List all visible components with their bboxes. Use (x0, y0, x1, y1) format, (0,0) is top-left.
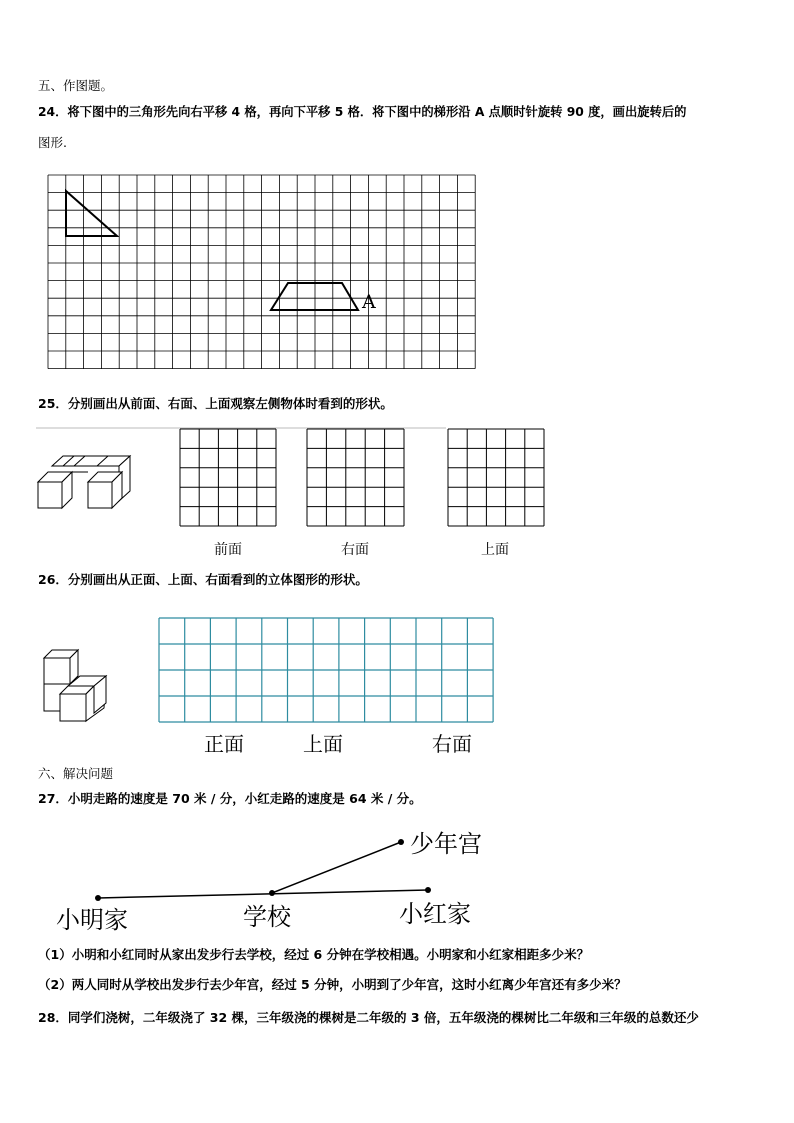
point-youth-palace (398, 839, 404, 845)
place-label-xiaoming-home: 小明家 (56, 906, 128, 934)
q26-object-drawing (44, 650, 106, 721)
q26-grid (159, 618, 493, 722)
q26-label-top: 上面 (303, 732, 343, 756)
q25-object-drawing (38, 456, 130, 508)
q25-grids (180, 429, 544, 526)
point-xiaohong-home (425, 887, 431, 893)
q25-label-front: 前面 (214, 542, 242, 558)
point-school (269, 890, 275, 896)
q25-label-top: 上面 (481, 542, 509, 558)
section-5-title: 五、作图题。 (38, 78, 114, 93)
q28-text: 28．同学们浇树，二年级浇了 32 棵，三年级浇的棵树是二年级的 3 倍，五年级浇的棵树比二年级和三年级的总数还少 (38, 1010, 699, 1025)
q24-text-line1: 24．将下图中的三角形先向右平移 4 格，再向下平移 5 格．将下图中的梯形沿 A 点顺时针旋转 90 度，画出旋转后的 (38, 105, 687, 119)
place-label-youth-palace: 少年宫 (410, 830, 482, 858)
point-a-label: A (362, 291, 376, 313)
q24-text-line2: 图形. (38, 135, 67, 150)
q27-text: 27．小明走路的速度是 70 米 / 分，小红走路的速度是 64 米 / 分。 (38, 791, 422, 806)
q26-label-front: 正面 (204, 732, 244, 756)
section-6-title: 六、解决问题 (38, 766, 114, 781)
q25-label-right: 右面 (341, 542, 369, 558)
q24-triangle (66, 191, 117, 236)
q24-trapezoid (271, 283, 358, 310)
q26-text: 26．分别画出从正面、上面、右面看到的立体图形的形状。 (38, 572, 368, 587)
q26-label-right: 右面 (432, 732, 472, 756)
q27-sub2: （2）两人同时从学校出发步行去少年宫，经过 5 分钟，小明到了少年宫，这时小红离少年宫还有多少米？ (38, 977, 627, 992)
q25-text: 25．分别画出从前面、右面、上面观察左侧物体时看到的形状。 (38, 396, 393, 411)
q24-grid (48, 175, 475, 369)
q27-sub1: （1）小明和小红同时从家出发步行去学校，经过 6 分钟在学校相遇。小明家和小红家相距多少米？ (38, 947, 590, 962)
place-label-school: 学校 (243, 903, 291, 931)
q27-route-diagram (98, 842, 428, 898)
place-label-xiaohong-home: 小红家 (399, 900, 471, 928)
